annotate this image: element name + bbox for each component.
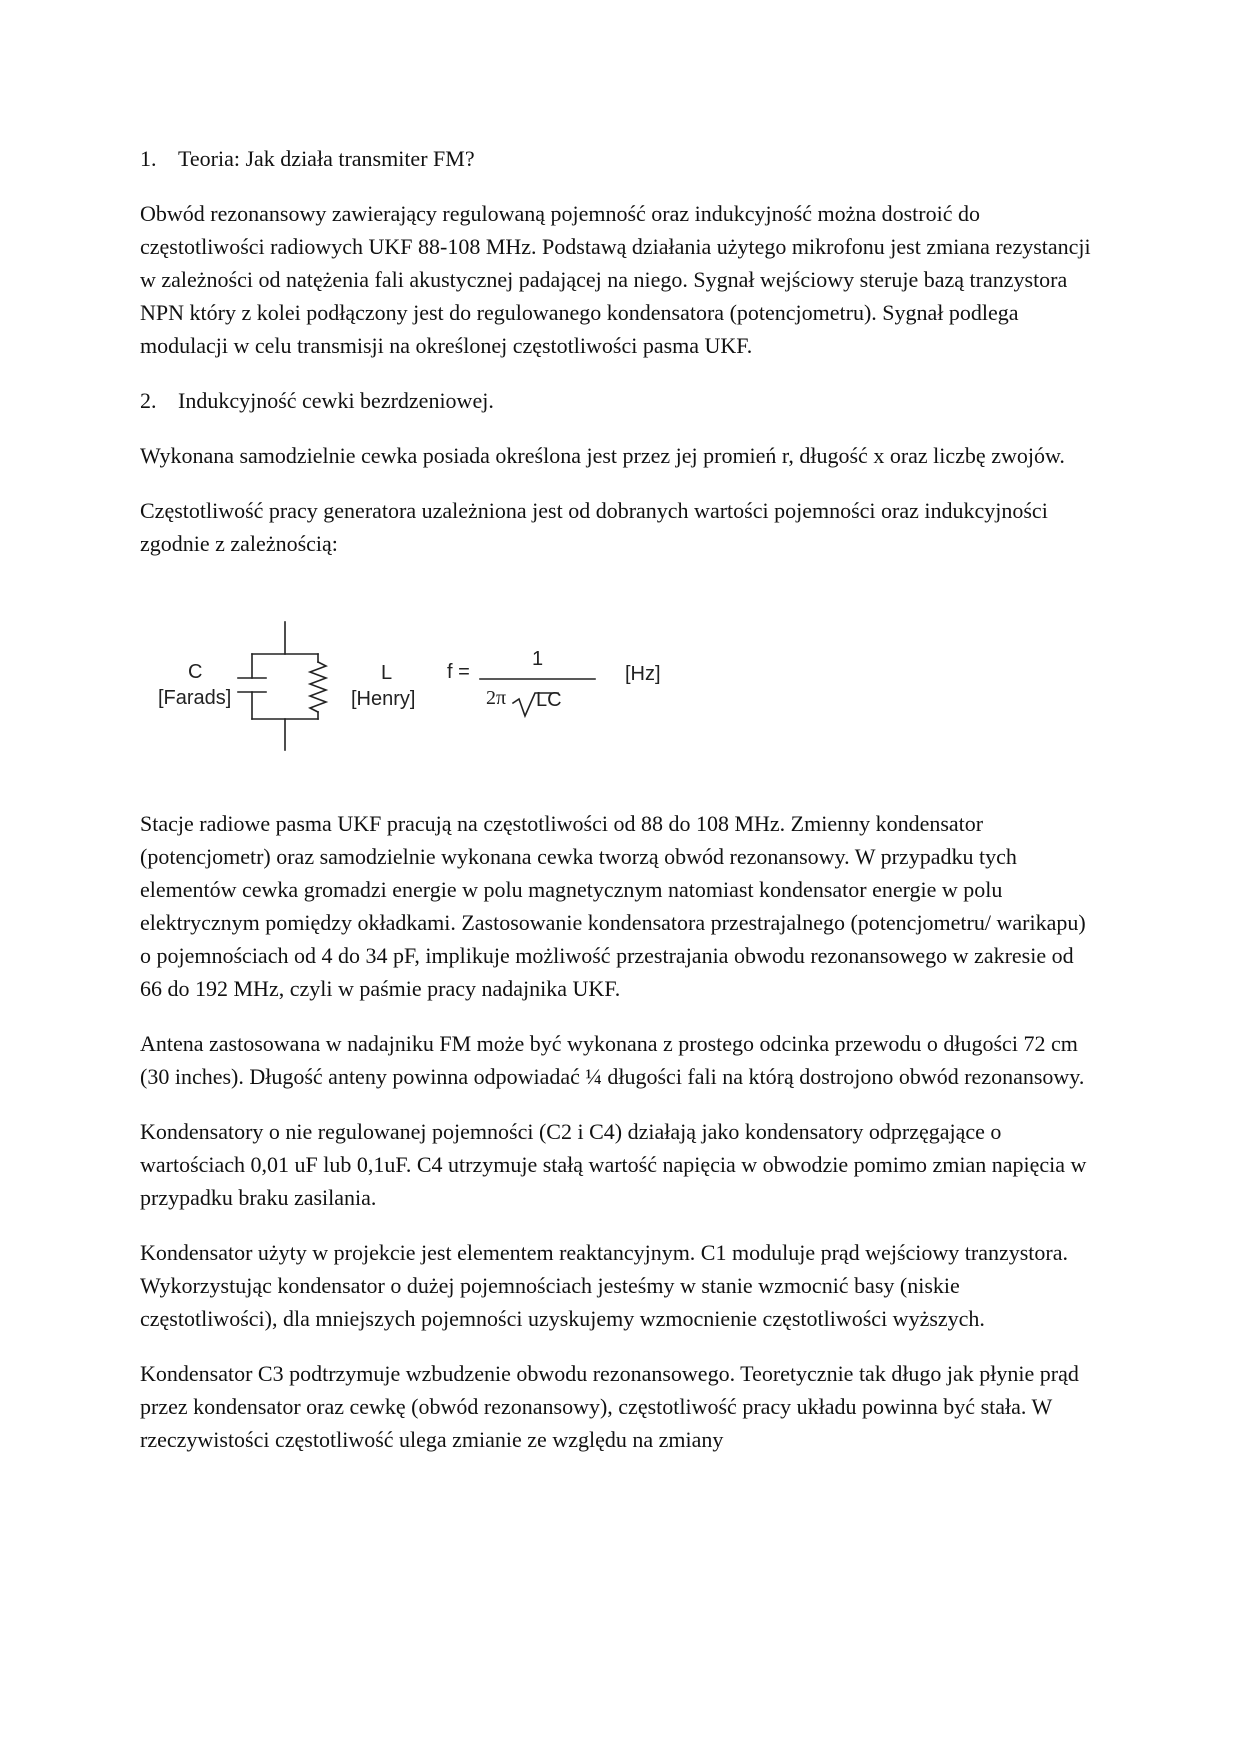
denominator-two-pi: 2π	[486, 687, 507, 709]
capacitor-unit: [Farads]	[158, 687, 232, 709]
paragraph-ukf-stations: Stacje radiowe pasma UKF pracują na częstotliwości od 88 do 108 MHz. Zmienny kondensator (potencjometr) oraz samodzielnie wykonana cewka tworzą obwód rezonansowy. W przypadku tych elementów cewka gromadzi energie w polu magnetycznym natomiast kondensator energie w polu elektrycznym pomiędzy okładkami. Zastosowanie kondensatora przestrajalnego (potencjometru/ warikapu) o pojemnościach od 4 do 34 pF, implikuje możliwość przestrajania obwodu rezonansowego w zakresie od 66 do 192 MHz, czyli w paśmie pracy nadajnika UKF.	[140, 811, 1086, 1001]
frequency-unit: [Hz]	[625, 663, 661, 685]
paragraph-resonant-circuit: Obwód rezonansowy zawierający regulowaną pojemność oraz indukcyjność można dostroić do częstotliwości radiowych UKF 88-108 MHz. Podstawą działania użytego mikrofonu jest zmiana rezystancji w zależności od natężenia fali akustycznej padającej na niego. Sygnał wejściowy steruje bazą tranzystora NPN który z kolei podłączony jest do regulowanego kondensatora (potencjometru). Sygnał podlega modulacji w celu transmisji na określonej częstotliwości pasma UKF.	[140, 201, 1091, 358]
denominator-radicand: LC	[536, 689, 562, 711]
document-content	[140, 142, 1100, 1478]
paragraph-coil: Wykonana samodzielnie cewka posiada określona jest przez jej promień r, długość x oraz liczbę zwojów.	[140, 443, 1065, 468]
section-number: 2.	[140, 388, 157, 413]
paragraph-decoupling-capacitors: Kondensatory o nie regulowanej pojemności (C2 i C4) działają jako kondensatory odprzęgające o wartościach 0,01 uF lub 0,1uF. C4 utrzymuje stałą wartość napięcia w obwodzie pomimo zmian napięcia w przypadku braku zasilania.	[140, 1119, 1087, 1210]
section-heading-1	[140, 142, 1100, 175]
frequency-symbol: f =	[447, 661, 470, 683]
capacitor-label: C	[188, 661, 203, 683]
inductor-label: L	[381, 662, 393, 684]
section-heading-2	[140, 384, 1100, 417]
section-title: Indukcyjność cewki bezrdzeniowej.	[178, 388, 494, 413]
inductor-coil	[310, 662, 326, 712]
paragraph-antenna: Antena zastosowana w nadajniku FM może być wykonana z prostego odcinka przewodu o długości 72 cm (30 inches). Długość anteny powinna odpowiadać ¼ długości fali na którą dostrojono obwód rezonansowy.	[140, 1031, 1085, 1089]
inductor-unit: [Henry]	[351, 688, 416, 710]
fraction-numerator: 1	[532, 648, 544, 670]
section-number: 1.	[140, 146, 157, 171]
section-title: Teoria: Jak działa transmiter FM?	[178, 146, 475, 171]
paragraph-frequency-intro: Częstotliwość pracy generatora uzależniona jest od dobranych wartości pojemności oraz indukcyjności zgodnie z zależnością:	[140, 498, 1048, 556]
paragraph-reactive-capacitor: Kondensator użyty w projekcie jest elementem reaktancyjnym. C1 moduluje prąd wejściowy tranzystora. Wykorzystując kondensator o dużej pojemnościach jesteśmy w stanie wzmocnić basy (niskie częstotliwości), dla mniejszych pojemności uzyskujemy wzmocnienie częstotliwości wyższych.	[140, 1240, 1068, 1331]
lc-circuit-drawing	[140, 582, 1100, 792]
paragraph-c3-capacitor: Kondensator C3 podtrzymuje wzbudzenie obwodu rezonansowego. Teoretycznie tak długo jak płynie prąd przez kondensator oraz cewkę (obwód rezonansowy), częstotliwość pracy układu powinna być stała. W rzeczywistości częstotliwość ulega zmianie ze względu na zmiany	[140, 1361, 1079, 1452]
lc-circuit-diagram	[140, 582, 1100, 792]
